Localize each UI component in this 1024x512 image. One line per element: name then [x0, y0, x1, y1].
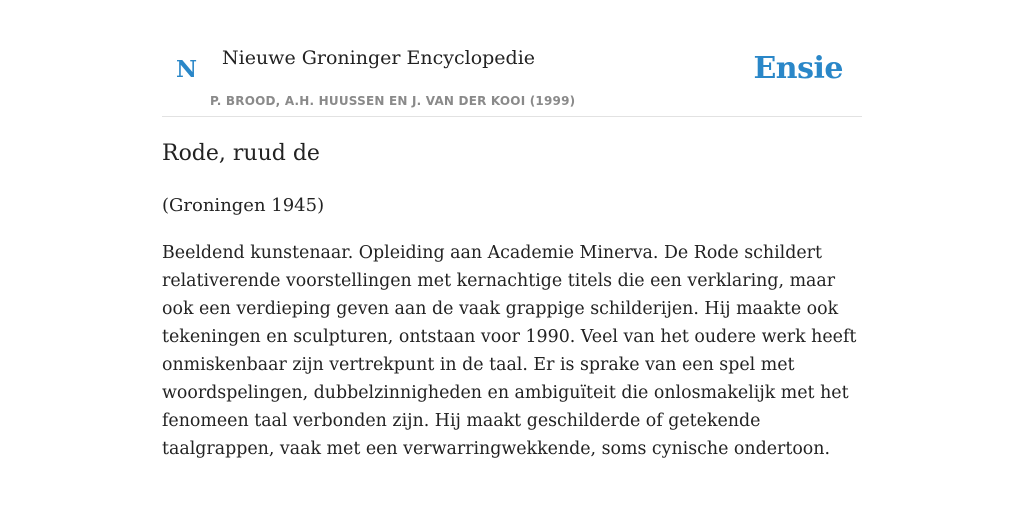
- source-title-link[interactable]: Nieuwe Groninger Encyclopedie: [222, 47, 536, 69]
- brand-logo[interactable]: Ensie: [753, 51, 843, 86]
- entry-title: Rode, ruud de: [162, 141, 320, 166]
- source-authors: P. BROOD, A.H. HUUSSEN EN J. VAN DER KOOI (1999): [210, 94, 576, 108]
- source-header: [162, 0, 862, 117]
- entry-body: Beeldend kunstenaar. Opleiding aan Academie Minerva. De Rode schildert relativerende voorstellingen met kernachtige titels die een verklaring, maar ook een verdieping geven aan de vaak grappige schilderijen. Hij maakte ook tekeningen en sculpturen, ontstaan voor 1990. Veel van het oudere werk heeft onmiskenbaar zijn vertrekpunt in de taal. Er is sprake van een spel met woordspelingen, dubbelzinnigheden en ambiguïteit die onlosmakelijk met het fenomeen taal verbonden zijn. Hij maakt geschilderde of getekende taalgrappen, vaak met een verwarringwekkende, soms cynische ondertoon.: [162, 243, 857, 459]
- page: [162, 0, 862, 512]
- entry-meta: (Groningen 1945): [162, 195, 325, 216]
- source-logo-icon[interactable]: N: [176, 56, 198, 83]
